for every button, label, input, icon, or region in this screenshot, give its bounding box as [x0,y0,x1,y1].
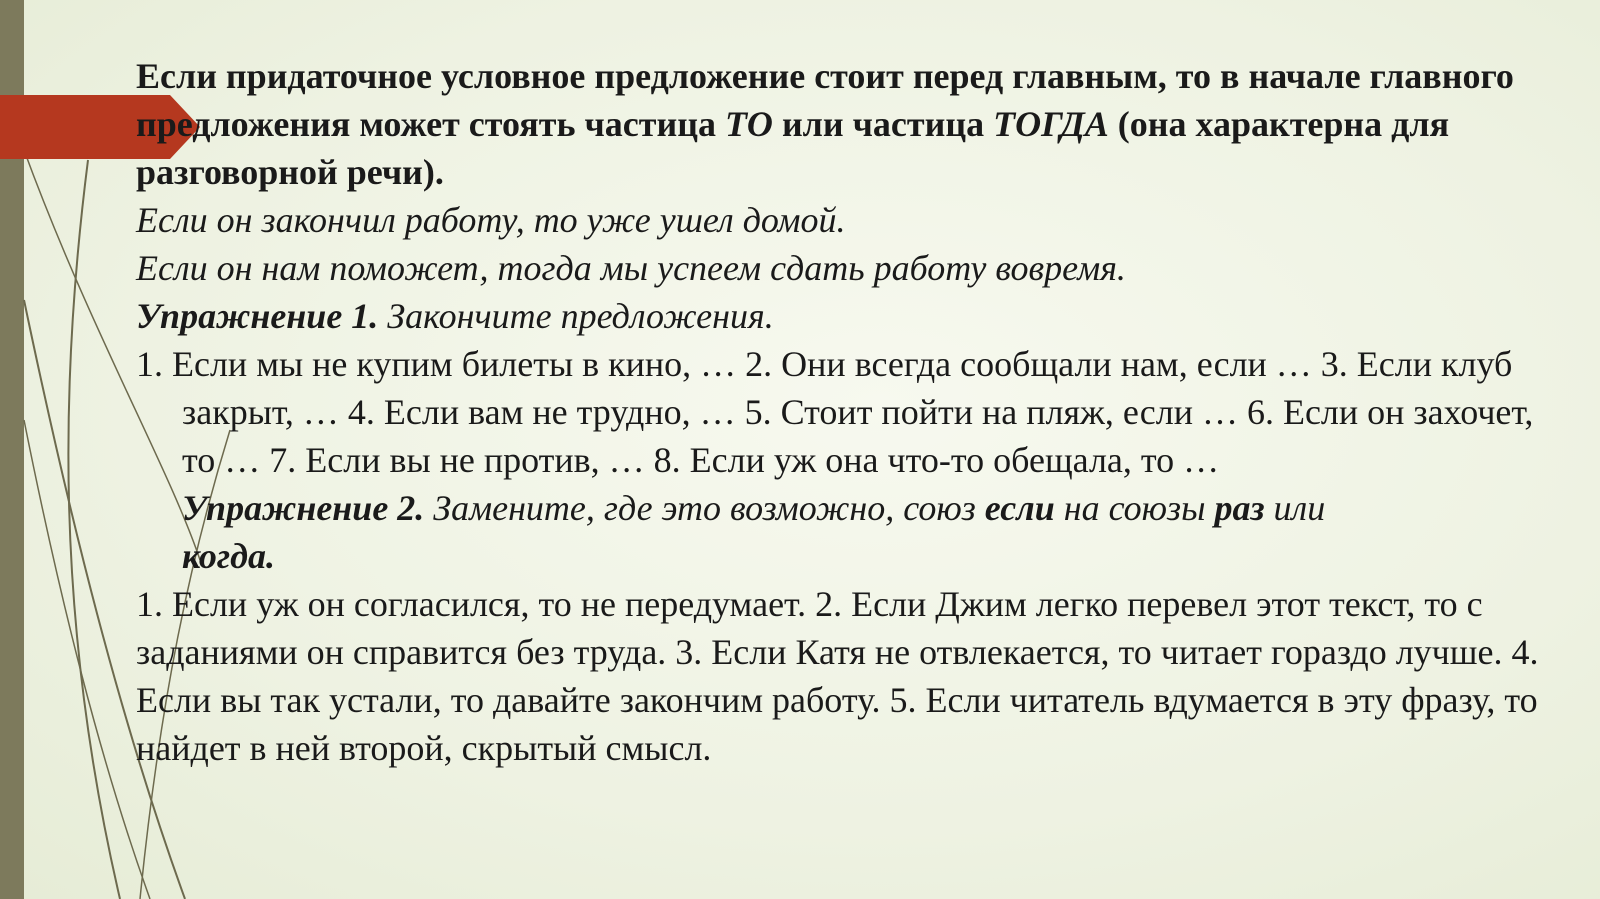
exercise1-instruction: Закончите предложения. [378,296,774,336]
exercise2-items: 1. Если уж он согласился, то не передумает. 2. Если Джим легко перевел этот текст, то с заданиями он справится без труда. 3. Если Катя не отвлекается, то читает гораздо лучше. 4. Если вы так устали, то давайте закончим работу. 5. Если читатель вдумается в эту фразу, то найдет в ней второй, скрытый смысл. [136,584,1539,768]
example-2: Если он нам поможет, тогда мы успеем сдать работу вовремя. [136,248,1126,288]
intro-text-2: или частица [772,104,994,144]
intro-text-1: Если придаточное условное предложение стоит перед главным, то в начале главного предложения может стоять частица [136,56,1514,144]
intro-emphasis-to: ТО [724,104,773,144]
slide-text [136,52,1556,772]
exercise2-heading [136,484,1556,580]
exercise2-word-kogda: когда. [182,536,276,576]
example-1: Если он закончил работу, то уже ушел домой. [136,200,846,240]
intro-emphasis-togda: ТОГДА [993,104,1109,144]
exercise2-word-esli: если [984,488,1055,528]
intro-text-3: (она характерна для разговорной речи). [136,104,1450,192]
exercise2-instruction: Замените, где это возможно, союз [424,488,985,528]
exercise2-word-raz: раз [1214,488,1265,528]
intro-rule [136,52,1556,196]
exercise1-title: Упражнение 1. [136,296,379,336]
exercise2-or: или [1264,488,1326,528]
exercise2-mid: на союзы [1054,488,1215,528]
exercise1-heading [136,292,1556,340]
exercise2-title: Упражнение 2. [182,488,425,528]
exercise1-items: 1. Если мы не купим билеты в кино, … 2. Они всегда сообщали нам, если … 3. Если клуб закрыт, … 4. Если вам не трудно, … 5. Стоит пойти на пляж, если … 6. Если он захочет, то … 7. Если вы не против, … 8. Если уж она что-то обещала, то … [136,344,1534,480]
